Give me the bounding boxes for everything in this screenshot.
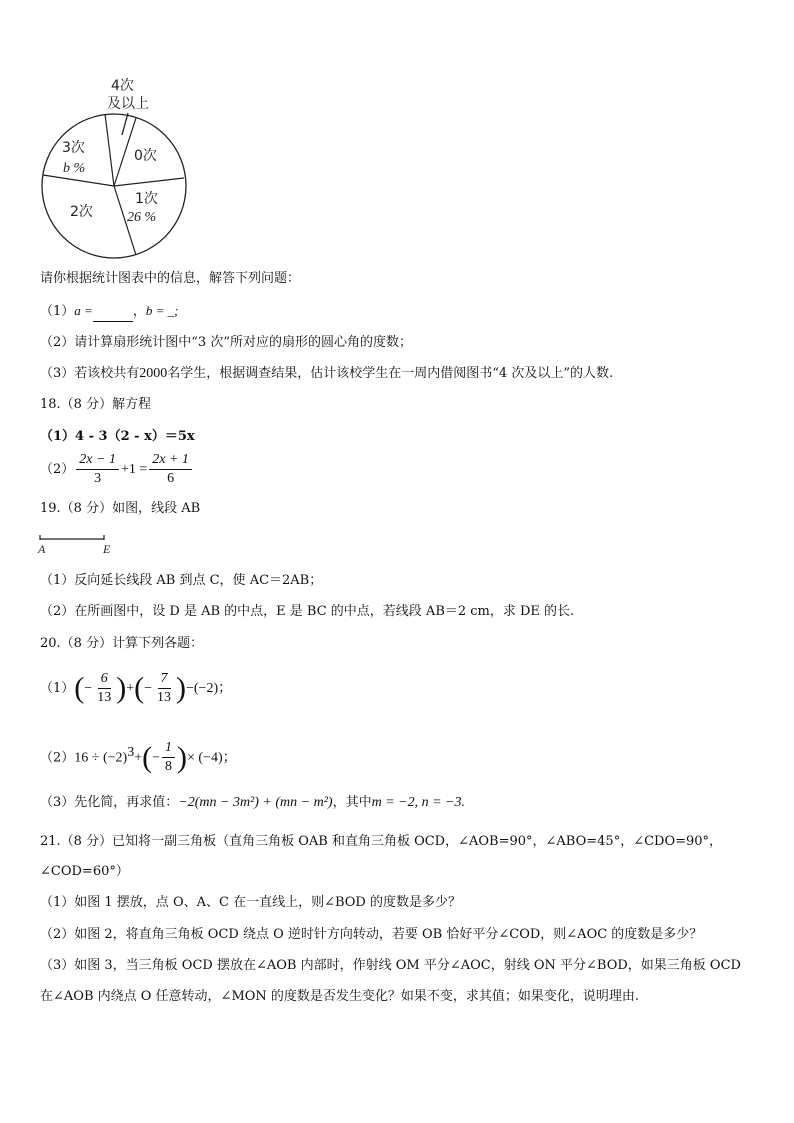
pie-label-one-pct: 26 %: [127, 210, 157, 225]
pie-label-one: 1次: [135, 191, 158, 207]
q20-heading: 20.（8 分）计算下列各题：: [40, 636, 204, 651]
q20-3-prefix: （3）先化简，再求值：: [40, 795, 179, 810]
q20-1-fraction-1: [94, 671, 114, 706]
q20-2-tail: × (−4)；: [187, 750, 237, 766]
q20-part1: [40, 668, 232, 710]
q17-3-post: 名学生，根据调查结果，估计该校学生在一周内借阅图书“4 次及以上”的人数.: [167, 366, 614, 381]
q18-2-lnum: 2x − 1: [76, 452, 119, 470]
intro-text: 请你根据统计图表中的信息，解答下列问题：: [40, 271, 301, 286]
minus-sign: −: [144, 681, 152, 696]
q21-part2: （2）如图 2，将直角三角板 OCD 绕点 O 逆时针方向转动，若要 OB 恰好平分∠COD，则∠AOC 的度数是多少？: [40, 927, 703, 942]
q21-part1: （1）如图 1 摆放，点 O、A、C 在一直线上，则∠BOD 的度数是多少？: [40, 895, 461, 910]
q17-1-mid: ，: [132, 304, 146, 319]
paren: ): [177, 740, 187, 774]
pie-label-two: 2次: [70, 204, 93, 220]
q20-3-vals: m = −2, n = −3.: [371, 795, 465, 810]
segment-label-b: E: [103, 542, 111, 556]
q19-part1: （1）反向延长线段 AB 到点 C，使 AC＝2AB；: [40, 573, 323, 588]
q18-heading: 18.（8 分）解方程: [40, 397, 152, 412]
minus-sign: −: [152, 750, 160, 766]
q21-part3-line1: （3）如图 3，当三角板 OCD 摆放在∠AOB 内部时，作射线 OM 平分∠AOC，射线 ON 平分∠BOD，如果三角板 OCD: [40, 958, 741, 973]
q17-part1: [40, 302, 178, 322]
q20-part2: [40, 732, 237, 779]
pie-divider-4plus-left: [105, 114, 114, 186]
segment-label-a: A: [38, 542, 46, 556]
paren: ): [176, 671, 186, 705]
q18-2-left-fraction: [76, 452, 119, 487]
q20-2-fraction: [162, 740, 175, 775]
q17-3-num: 2000: [139, 366, 168, 381]
pie-divider-4plus-right: [114, 118, 136, 186]
plus-sign: +: [126, 681, 135, 696]
q18-2-rnum: 2x + 1: [149, 452, 192, 470]
q20-2-fnum: 1: [162, 740, 175, 758]
q18-2-prefix: （2）: [40, 462, 75, 477]
pie-label-4plus-line2: 及以上: [107, 96, 149, 112]
minus-sign: −: [84, 681, 93, 696]
q18-2-plus: +1 =: [120, 462, 148, 477]
q20-1-f2den: 13: [157, 690, 171, 705]
q19-heading: 19.（8 分）如图，线段 AB: [40, 501, 201, 516]
pie-label-three: 3次: [62, 140, 85, 156]
q20-1-fraction-2: [154, 671, 174, 706]
q20-2-head: 16 ÷ (−2): [74, 750, 128, 766]
q20-2-prefix: （2）: [40, 750, 75, 766]
q20-3-expr: −2(mn − 3m²) + (mn − m²): [178, 795, 333, 810]
q20-1-f1den: 13: [97, 690, 112, 705]
q20-1-prefix: （1）: [40, 681, 75, 696]
q18-2-rden: 6: [167, 471, 175, 486]
q17-1-prefix: （1）: [40, 304, 75, 319]
q17-1-a: a =: [74, 303, 93, 318]
q17-part3: [40, 365, 613, 383]
q19-part2: （2）在所画图中，设 D 是 AB 的中点，E 是 BC 的中点，若线段 AB＝2 cm，求 DE 的长.: [40, 604, 575, 619]
q20-part3: [40, 792, 465, 814]
pie-label-zero: 0次: [134, 148, 157, 164]
q21-part3-line2: 在∠AOB 内绕点 O 任意转动，∠MON 的度数是否发生变化？如果不变，求其值；如果变化，说明理由.: [40, 989, 640, 1004]
pie-label-4plus-line1: 4次: [111, 78, 134, 94]
q18-2-right-fraction: [149, 452, 192, 487]
q18-2-lden: 3: [94, 471, 102, 486]
segment-ab-figure: [36, 532, 126, 558]
q21-heading-line2: ∠COD=60°）: [40, 864, 129, 879]
paren: ): [116, 671, 127, 705]
paren: (: [142, 740, 153, 774]
q17-1-b: b = _;: [145, 303, 179, 318]
pie-label-three-pct: b %: [63, 161, 86, 176]
plus-sign: +: [134, 750, 143, 766]
q17-part2: （2）请计算扇形统计图中“3 次”所对应的扇形的圆心角的度数；: [40, 335, 412, 350]
q20-1-f1num: 6: [98, 671, 111, 689]
q20-2-exp: 3: [127, 745, 135, 760]
q21-heading-line1: 21.（8 分）已知将一副三角板（直角三角板 OAB 和直角三角板 OCD，∠AOB=90°，∠ABO=45°，∠CDO=90°，: [40, 834, 723, 849]
q18-part2: [40, 451, 194, 489]
q20-2-fden: 8: [165, 759, 172, 775]
q18-part1: （1）4 - 3（2 - x）＝5x: [40, 429, 195, 444]
paren: (: [134, 671, 145, 705]
q17-3-pre: （3）若该校共有: [40, 366, 140, 381]
q20-1-f2num: 7: [158, 671, 171, 689]
q20-3-where: ，其中: [332, 795, 372, 810]
pie-chart: [0, 0, 794, 270]
pie-divider-3-2: [43, 175, 114, 186]
pie-leader-4plus: [122, 113, 128, 135]
paren: (: [74, 671, 85, 705]
q20-1-tail: −(−2)；: [186, 681, 233, 696]
pie-divider-0-1: [114, 178, 184, 186]
answer-blank-a: [93, 303, 133, 322]
